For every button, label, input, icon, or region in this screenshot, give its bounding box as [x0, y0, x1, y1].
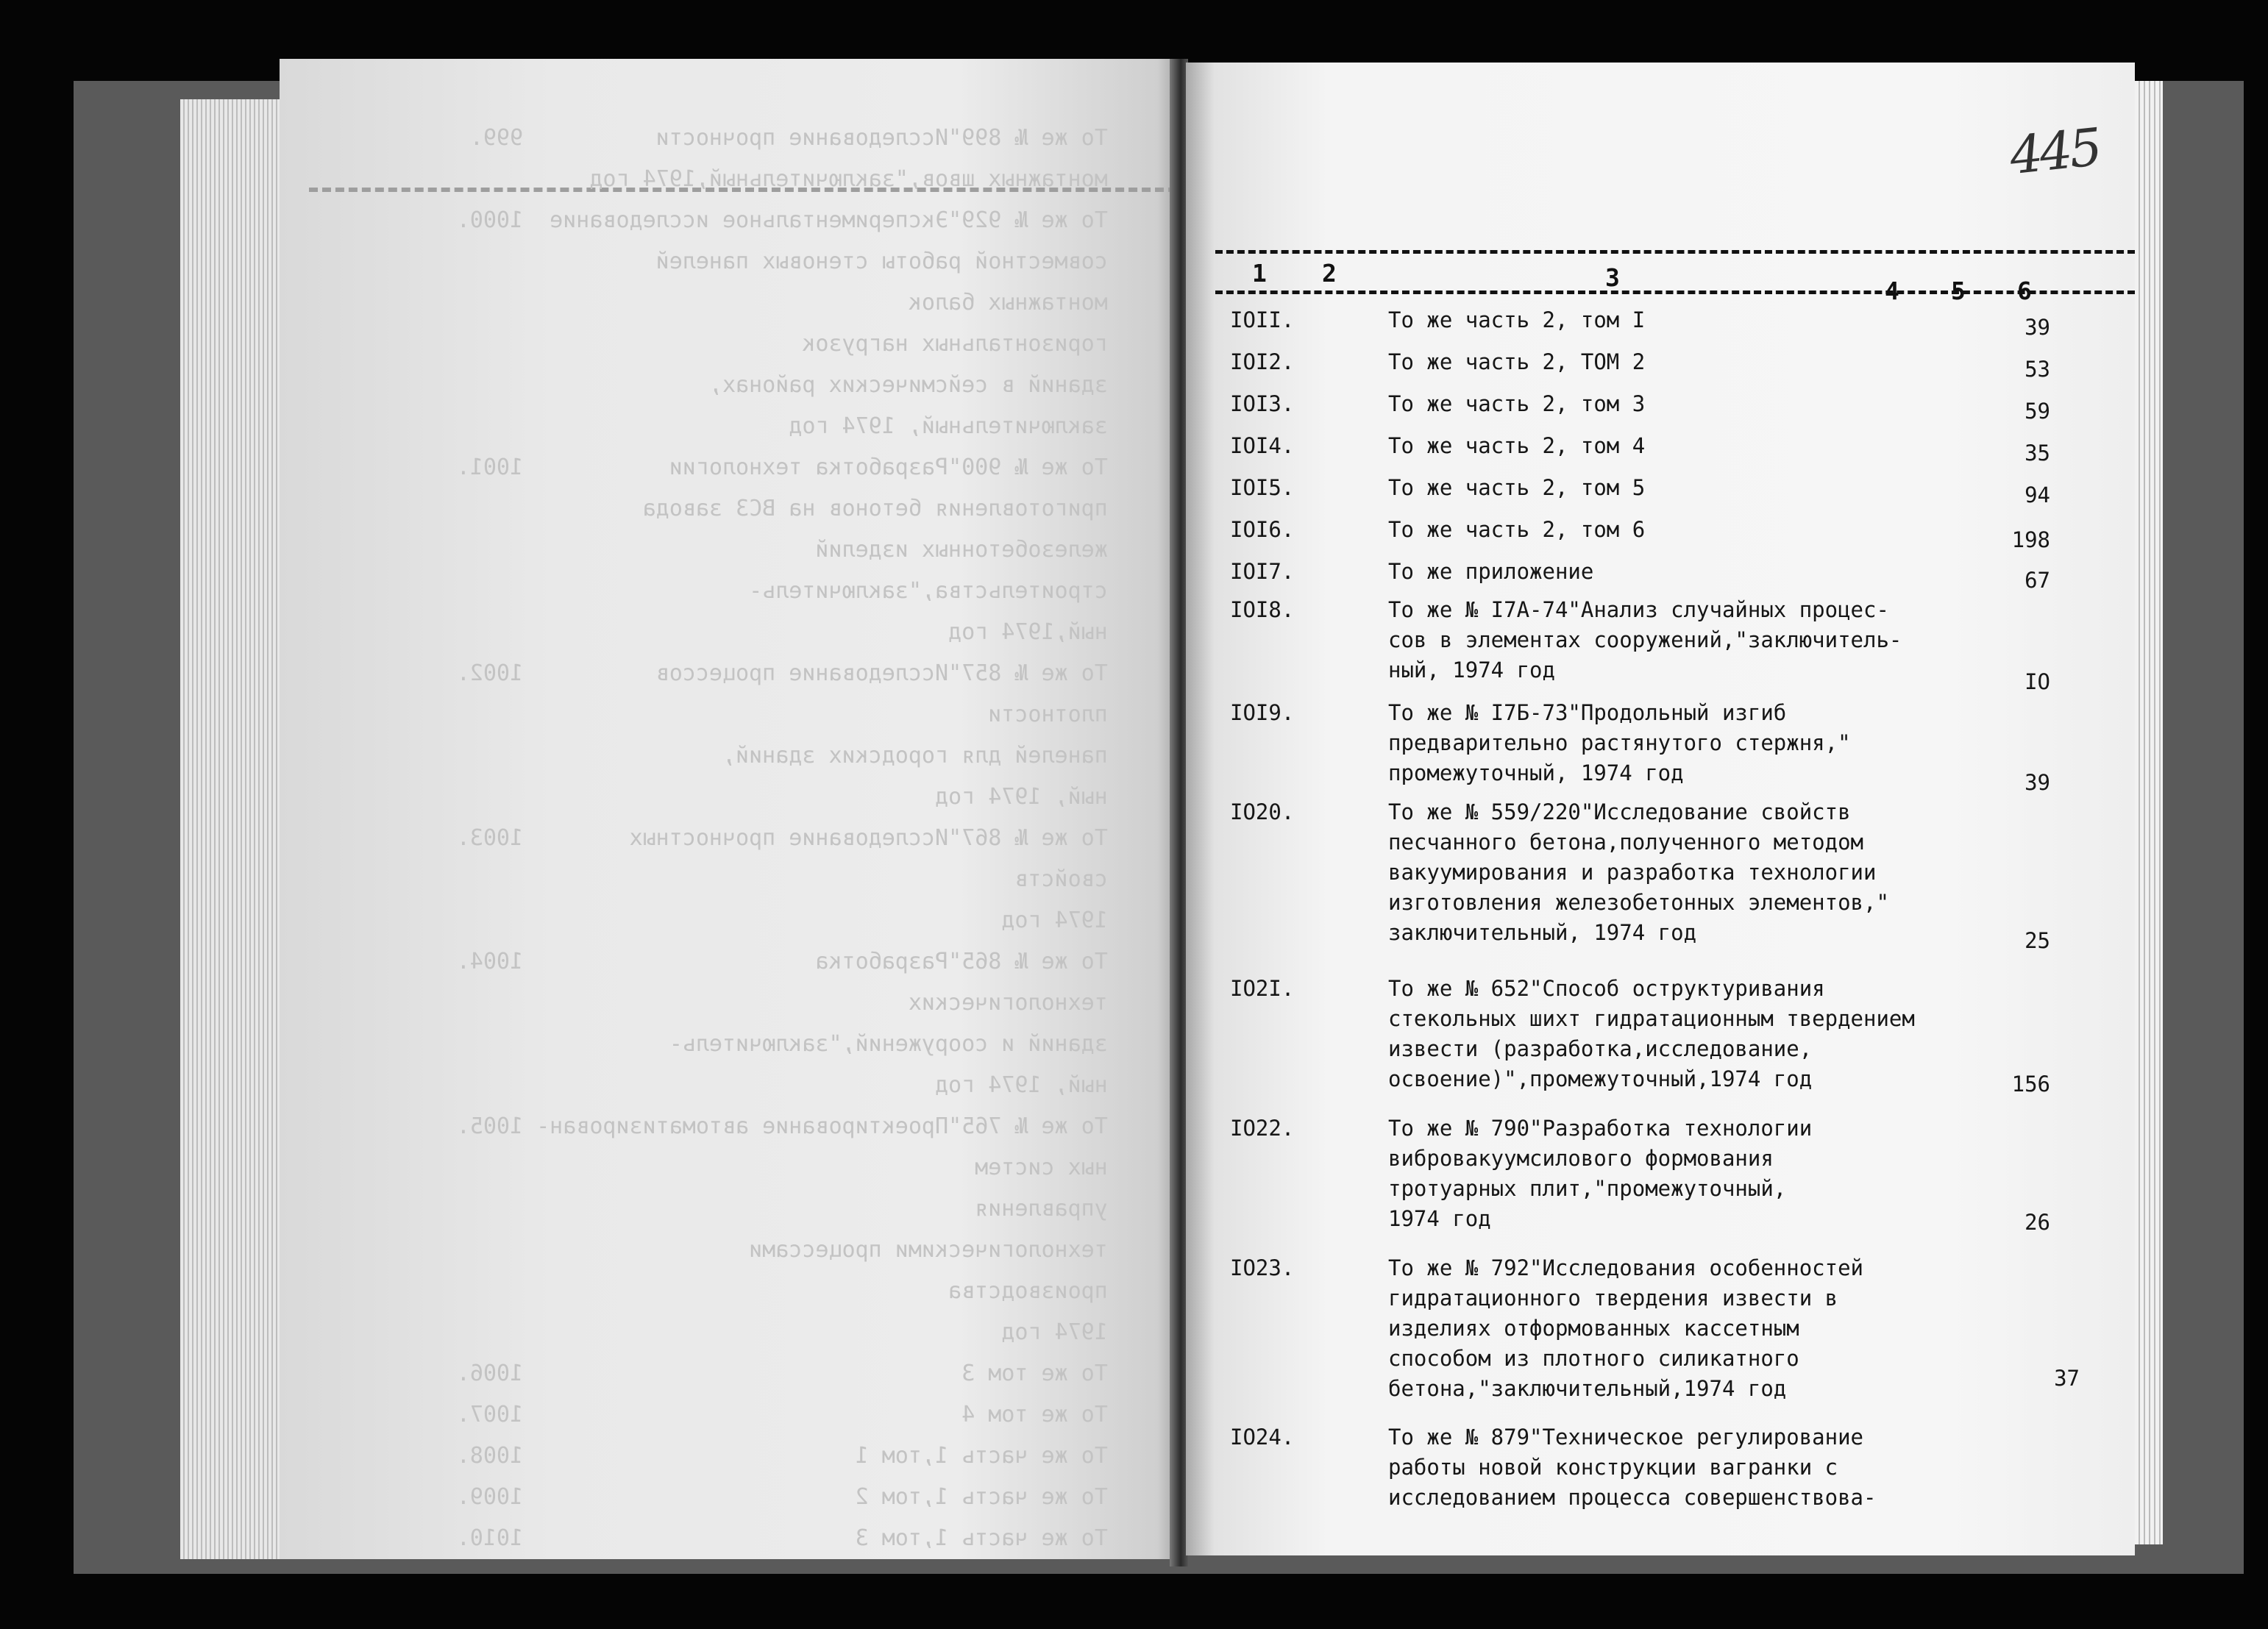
list-item — [1186, 595, 2135, 698]
entry-number: IOI7. — [1230, 559, 1295, 584]
entry-number: IO24. — [1230, 1425, 1295, 1450]
entry-title: То же № 790"Разработка технологии вибровакуумсилового формования тротуарных плит,"промежуточный, 1974 год — [1388, 1116, 1813, 1231]
entry-pages: 35 — [2025, 441, 2050, 466]
entry-title: То же приложение — [1388, 559, 1594, 584]
entry-list — [1186, 305, 2135, 1525]
entry-number: IOI5. — [1230, 475, 1295, 500]
col-header-3: 3 — [1605, 263, 1620, 292]
entry-pages: 59 — [2025, 399, 2050, 424]
entry-pages: 94 — [2025, 482, 2050, 507]
left-page-bleed-through: То же № 899"Исследование прочности 999. монтажных швов,"заключительный,1974 год То же № 929"Экспериментальное исследование 1000. совместной работы стеновых панелей монтажных балок горизонтальных нагрузок зданий в сейсмических районах, заключительный, 1974 год То же № 900"Разработка технологии 1001. приготовления бетонов на ВСЗ завода железобетонных изделий строительства,"заключитель- ный,1974 год То же № 857"Исследование процессов 1002. плотности панелей для городских зданий, ный, 1974 год То же № 867"Исследование прочностных 1003. свойств 1974 год То же № 865"Разработка 1004. технологических зданий и сооружений,"заключитель- ный, 1974 год То же № 765"Проектирование автоматизирован- 1005. ных систем управления технологическими процессами производства 1974 год То же том 3 1006. То же том 4 1007. То же часть 1,том 1 1008. То же часть 1,том 2 1009. То же часть 1,том 3 1010. — [456, 125, 1108, 1551]
entry-number: IO2I. — [1230, 976, 1295, 1001]
list-item — [1186, 974, 2135, 1113]
right-page — [1186, 63, 2135, 1555]
left-page — [280, 59, 1184, 1559]
list-item — [1186, 473, 2135, 515]
col-header-5: 5 — [1951, 277, 1966, 305]
list-item — [1186, 305, 2135, 347]
entry-number: IOII. — [1230, 307, 1295, 332]
entry-number: IOI2. — [1230, 349, 1295, 374]
list-item — [1186, 431, 2135, 473]
list-item — [1186, 557, 2135, 595]
col-header-1: 1 — [1252, 259, 1267, 288]
entry-title: То же часть 2, ТОМ 2 — [1388, 349, 1646, 374]
entry-pages: 39 — [2025, 770, 2050, 795]
entry-number: IO23. — [1230, 1255, 1295, 1280]
entry-title: То же часть 2, том 4 — [1388, 433, 1646, 458]
entry-title: То же № I7Б-73"Продольный изгиб предварительно растянутого стержня," промежуточный, 1974 год — [1388, 700, 1851, 785]
entry-pages: 198 — [2011, 527, 2050, 552]
entry-pages: 53 — [2025, 357, 2050, 382]
list-item — [1186, 389, 2135, 431]
entry-number: IOI6. — [1230, 517, 1295, 542]
list-item — [1186, 1422, 2135, 1525]
table-header — [1186, 250, 2135, 305]
list-item — [1186, 347, 2135, 389]
entry-title: То же часть 2, том 3 — [1388, 391, 1646, 416]
entry-pages: 156 — [2011, 1072, 2050, 1097]
entry-title: То же № 879"Техническое регулирование работы новой конструкции вагранки с исследованием процесса совершенствова- — [1388, 1425, 1877, 1510]
list-item — [1186, 1253, 2135, 1422]
entry-pages: 25 — [2025, 928, 2050, 953]
entry-pages: 37 — [2054, 1366, 2080, 1391]
folio-number: 445 — [2007, 116, 2102, 187]
entry-pages: 26 — [2025, 1210, 2050, 1235]
col-header-6: 6 — [2017, 277, 2032, 305]
table-header-rule — [1215, 290, 2135, 294]
entry-title: То же № I7А-74"Анализ случайных процес- сов в элементах сооружений,"заключитель- ный, 1974 год — [1388, 597, 1902, 682]
entry-title: То же часть 2, том 6 — [1388, 517, 1646, 542]
entry-number: IOI8. — [1230, 597, 1295, 622]
entry-pages: 39 — [2025, 315, 2050, 340]
entry-number: IO22. — [1230, 1116, 1295, 1141]
entry-title: То же № 559/220"Исследование свойств песчанного бетона,полученного методом вакуумирования и разработка технологии изготовления железобетонных элементов," заключительный, 1974 год — [1388, 799, 1889, 945]
list-item — [1186, 515, 2135, 557]
col-header-2: 2 — [1322, 259, 1337, 288]
entry-title: То же № 792"Исследования особенностей гидратационного твердения извести в изделиях отформованных кассетным способом из плотного силикатного бетона,"заключительный,1974 год — [1388, 1255, 1864, 1401]
col-header-4: 4 — [1885, 277, 1899, 305]
list-item — [1186, 698, 2135, 797]
list-item — [1186, 1113, 2135, 1253]
entry-number: IOI3. — [1230, 391, 1295, 416]
entry-number: IO20. — [1230, 799, 1295, 824]
entry-title: То же часть 2, том I — [1388, 307, 1646, 332]
entry-number: IOI4. — [1230, 433, 1295, 458]
entry-pages: IO — [2025, 669, 2050, 694]
entry-title: То же № 652"Способ оструктуривания стекольных шихт гидратационным твердением извести (разработка,исследование, освоение)",промежуточный,1974 год — [1388, 976, 1915, 1091]
entry-title: То же часть 2, том 5 — [1388, 475, 1646, 500]
list-item — [1186, 797, 2135, 974]
entry-pages: 67 — [2025, 568, 2050, 593]
entry-number: IOI9. — [1230, 700, 1295, 725]
